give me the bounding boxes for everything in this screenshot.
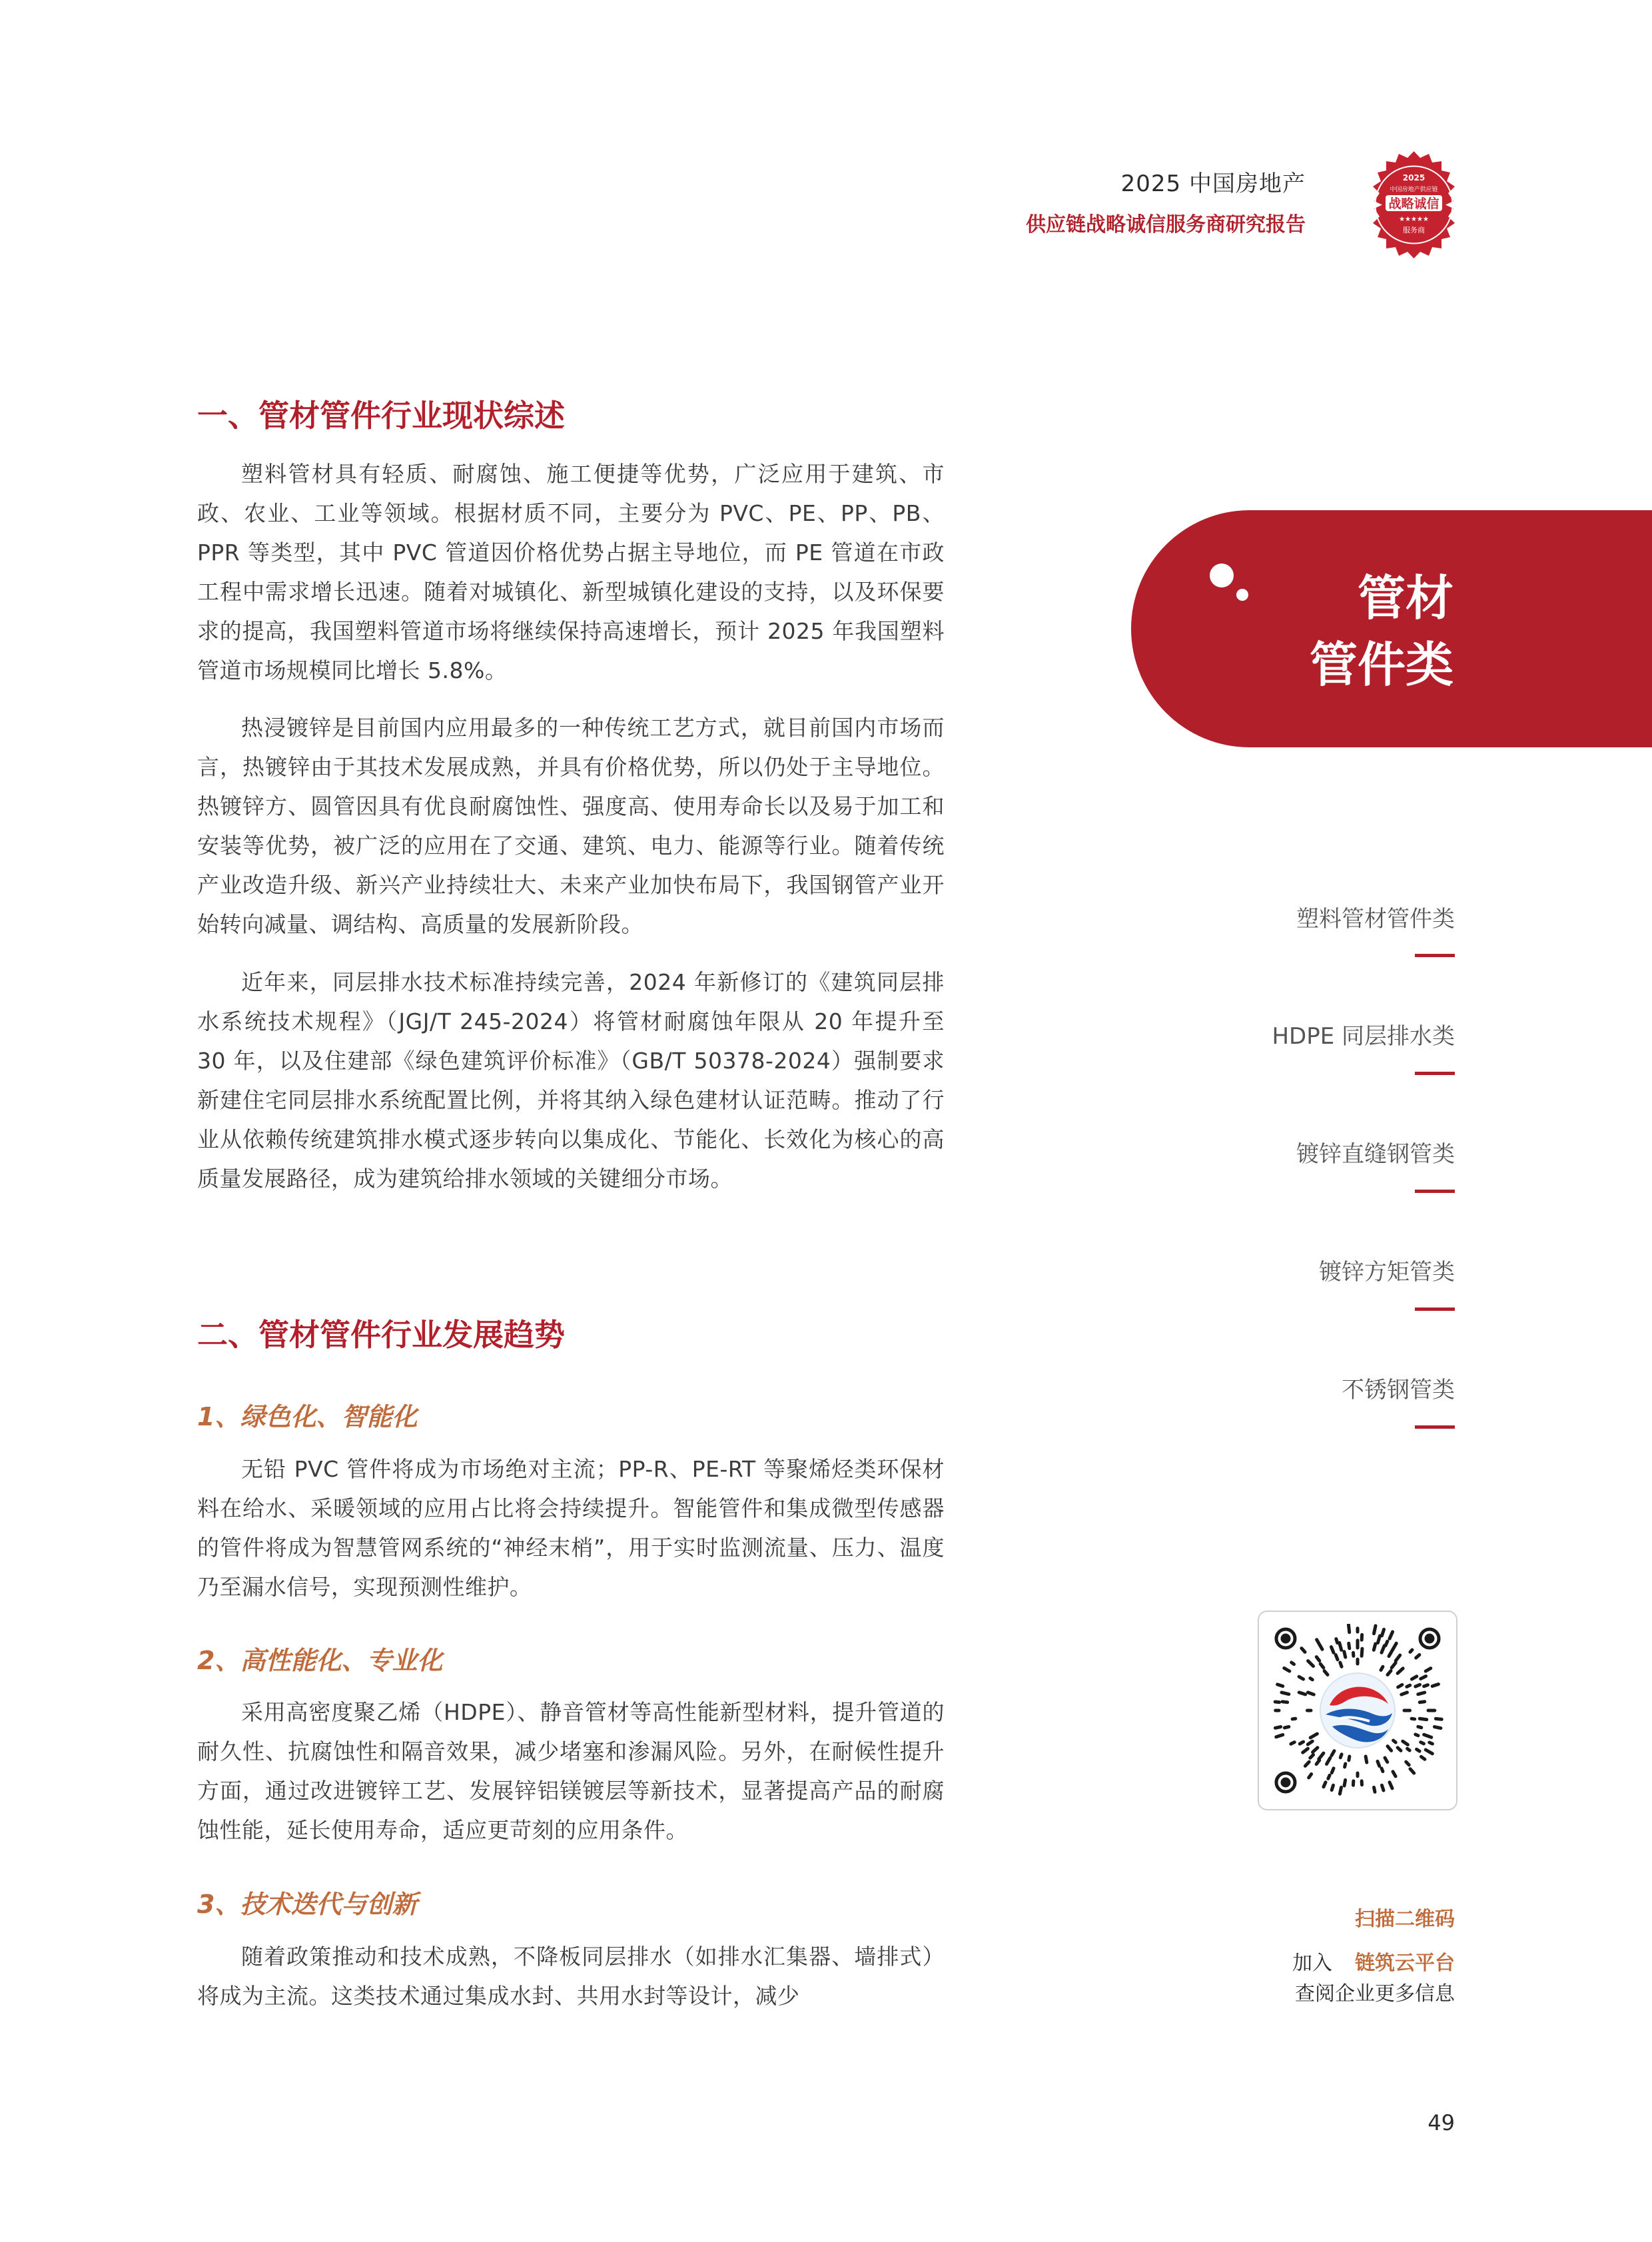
body-paragraph: 近年来，同层排水技术标准持续完善，2024 年新修订的《建筑同层排水系统技术规程》（JGJ/T 245-2024）将管材耐腐蚀年限从 20 年提升至 30 年，以及住建部《绿色建筑评价标准》（GB/T 50378-2024）强制要求新建住宅同层排水系统配置比例，并将其纳入绿色建材认证范畴。推动了行业从依赖传统建筑排水模式逐步转向以集成化、节能化、长效化为核心的高质量发展路径，成为建筑给排水领域的关键细分市场。 (197, 969, 945, 1192)
qr-module (1336, 1639, 1338, 1643)
qr-module (1382, 1629, 1384, 1636)
qr-module (1316, 1657, 1319, 1661)
join-label: 加入 (1292, 1952, 1332, 1975)
category-banner (1131, 510, 1652, 747)
qr-module (1398, 1669, 1403, 1673)
qr-module (1388, 1671, 1391, 1675)
qr-module (1390, 1632, 1393, 1639)
qr-module (1340, 1787, 1341, 1794)
section-heading-status: 一、管材管件行业现状综述 (197, 398, 565, 434)
qr-module (1418, 1726, 1422, 1727)
qr-module (1421, 1677, 1426, 1679)
qr-module (1310, 1734, 1317, 1738)
qr-module (1417, 1749, 1420, 1751)
qr-module (1407, 1685, 1410, 1686)
qr-module (1340, 1643, 1342, 1650)
qr-module (1308, 1661, 1314, 1667)
qr-module (1313, 1748, 1318, 1752)
qr-module (1421, 1742, 1424, 1744)
qr-module (1416, 1684, 1420, 1686)
qr-module (1282, 1692, 1289, 1694)
qr-module (1398, 1684, 1402, 1687)
body-paragraph: 随着政策推动和技术成熟，不降板同层排水（如排水汇集器、墙排式）将成为主流。这类技术通过集成水封、共用水封等设计，减少 (197, 1944, 945, 2009)
qr-module (1275, 1727, 1280, 1728)
mini-program-qr-code[interactable] (1258, 1611, 1457, 1810)
qr-module (1385, 1758, 1388, 1762)
svg-text:战略诚信: 战略诚信 (1388, 196, 1440, 211)
qr-module (1305, 1762, 1309, 1766)
body-paragraph: 热浸镀锌是目前国内应用最多的一种传统工艺方式，就目前国内市场而言，热镀锌由于其技术发展成熟，并具有价格优势，所以仍处于主导地位。热镀锌方、圆管因具有优良耐腐蚀性、强度高、使用寿命长以及易于加工和安装等优势，被广泛的应用在了交通、建筑、电力、能源等行业。随着传统产业改造升级、新兴产业持续壮大、未来产业加快布局下，我国钢管产业开始转向减量、调结构、高质量的发展新阶段。 (197, 715, 945, 937)
qr-module (1308, 1692, 1314, 1694)
qr-module (1299, 1692, 1305, 1694)
qr-module (1420, 1718, 1427, 1719)
qr-module (1310, 1754, 1314, 1758)
qr-module (1300, 1742, 1303, 1744)
qr-module (1393, 1643, 1396, 1649)
qr-finder-dot (1426, 1635, 1433, 1642)
qr-module (1396, 1655, 1400, 1661)
qr-module (1421, 1756, 1424, 1759)
qr-module (1284, 1668, 1290, 1671)
qr-module (1430, 1742, 1433, 1744)
qr-module (1381, 1667, 1383, 1670)
qr-module (1292, 1718, 1296, 1719)
qr-finder-dot (1282, 1779, 1289, 1786)
qr-module (1340, 1663, 1342, 1667)
qr-module (1348, 1625, 1349, 1633)
qr-module (1388, 1746, 1392, 1751)
join-platform-line (1292, 1946, 1455, 1976)
qr-module (1317, 1640, 1318, 1643)
qr-module (1374, 1787, 1375, 1792)
qr-module (1378, 1761, 1380, 1766)
qr-module (1319, 1753, 1324, 1759)
qr-module (1331, 1647, 1334, 1653)
body-paragraph: 采用高密度聚乙烯（HDPE）、静音管材等高性能新型材料，提升管道的耐久性、抗腐蚀性和隔音效果，减少堵塞和渗漏风险。另外，在耐候性提升方面，通过改进镀锌工艺、发展锌铝镁镀层等新技术，显著提高产品的耐腐蚀性能，延长使用寿命，适应更苛刻的应用条件。 (197, 1699, 945, 1843)
qr-module (1310, 1679, 1312, 1680)
qr-module (1349, 1756, 1350, 1760)
qr-module (1436, 1718, 1442, 1719)
qr-module (1424, 1734, 1432, 1737)
qr-module (1412, 1677, 1416, 1679)
qr-module (1374, 1626, 1376, 1634)
qr-module (1398, 1748, 1401, 1750)
qr-module (1324, 1782, 1326, 1787)
report-subtitle: 供应链战略诚信服务商研究报告 (1026, 213, 1306, 236)
category-item-plastic[interactable]: 塑料管材管件类 (1296, 906, 1455, 933)
category-item-stainless[interactable]: 不锈钢管类 (1342, 1377, 1455, 1403)
report-year-title: 2025 中国房地产 (1120, 171, 1306, 197)
qr-module (1345, 1764, 1346, 1767)
svg-text:★★★★★: ★★★★★ (1399, 216, 1429, 223)
qr-module (1410, 1650, 1412, 1652)
qr-module (1418, 1692, 1425, 1694)
qr-module (1319, 1643, 1322, 1649)
qr-module (1344, 1780, 1346, 1786)
qr-module (1292, 1663, 1294, 1665)
qr-module (1412, 1718, 1415, 1719)
category-divider (1415, 1425, 1455, 1429)
qr-module (1426, 1750, 1432, 1754)
category-divider (1415, 1072, 1455, 1075)
qr-module (1349, 1643, 1350, 1649)
qr-module (1284, 1726, 1288, 1728)
qr-module (1308, 1741, 1312, 1744)
qr-module (1366, 1756, 1367, 1762)
section-heading-trends: 二、管材管件行业发展趋势 (197, 1317, 565, 1353)
qr-module (1340, 1754, 1342, 1758)
qr-module (1309, 1774, 1312, 1777)
category-item-galvanized-straight[interactable]: 镀锌直缝钢管类 (1296, 1141, 1455, 1168)
qr-module (1302, 1649, 1305, 1653)
scan-qr-label: 扫描二维码 (1355, 1908, 1455, 1931)
decorative-dot (1236, 589, 1248, 601)
qr-module (1303, 1748, 1308, 1752)
banner-title-line1: 管材 (1357, 570, 1453, 626)
banner-title-line2: 管件类 (1309, 637, 1453, 693)
category-item-galvanized-square[interactable]: 镀锌方矩管类 (1319, 1259, 1455, 1286)
subsection-heading: 3、技术迭代与创新 (197, 1890, 418, 1919)
subsection-heading: 1、绿色化、智能化 (197, 1402, 418, 1431)
qr-module (1408, 1748, 1410, 1750)
qr-code-icon (1271, 1624, 1444, 1797)
qr-module (1299, 1677, 1304, 1679)
qr-finder-dot (1282, 1635, 1289, 1642)
body-paragraph: 无铅 PVC 管件将成为市场绝对主流；PP-R、PE-RT 等聚烯烃类环保材料在给水、采暖领域的应用占比将会持续提升。智能管件和集成微型传感器的管件将成为智慧管网系统的“神经末梢”，用于实时监测流量、压力、温度乃至漏水信号，实现预测性维护。 (197, 1456, 945, 1600)
qr-module (1278, 1684, 1283, 1686)
qr-module (1327, 1758, 1330, 1764)
qr-module (1344, 1652, 1346, 1657)
qr-module (1332, 1785, 1333, 1790)
qr-module (1374, 1644, 1375, 1650)
qr-module (1406, 1762, 1409, 1765)
category-divider (1415, 1308, 1455, 1311)
qr-module (1416, 1655, 1420, 1658)
qr-module (1432, 1684, 1438, 1686)
banner-title (1310, 565, 1453, 698)
integrity-seal-logo (1359, 150, 1469, 260)
qr-module (1393, 1772, 1396, 1776)
qr-module (1316, 1760, 1320, 1764)
qr-module (1392, 1663, 1396, 1667)
lookup-info-label: 查阅企业更多信息 (1295, 1982, 1455, 2006)
qr-module (1426, 1669, 1431, 1671)
qr-module (1328, 1775, 1330, 1778)
qr-module (1378, 1636, 1380, 1643)
qr-module (1336, 1655, 1338, 1660)
qr-module (1382, 1646, 1384, 1653)
subsection-heading: 2、高性能化、专业化 (197, 1646, 443, 1675)
qr-module (1410, 1769, 1414, 1773)
category-item-hdpe[interactable]: HDPE 同层排水类 (1272, 1023, 1455, 1050)
body-paragraph: 塑料管材具有轻质、耐腐蚀、施工便捷等优势，广泛应用于建筑、市政、农业、工业等领域。根据材质不同，主要分为 PVC、PE、PP、PB、PPR 等类型，其中 PVC 管道因价格优势占据主导地位，而 PE 管道在市政工程中需求增长迅速。随着对城镇化、新型城镇化建设的支持，以及环保要求的提高，我国塑料管道市场将继续保持高速增长，预计 2025 年我国塑料管道市场规模同比增长 5.8%。 (197, 461, 945, 683)
qr-module (1424, 1685, 1428, 1686)
svg-text:中国房地产供应链: 中国房地产供应链 (1390, 187, 1438, 193)
platform-name: 链筑云平台 (1355, 1952, 1455, 1975)
qr-module (1382, 1785, 1384, 1790)
qr-module (1390, 1782, 1392, 1788)
qr-module (1416, 1734, 1418, 1736)
qr-module (1320, 1664, 1324, 1668)
category-divider (1415, 954, 1455, 957)
qr-module (1402, 1692, 1408, 1694)
qr-module (1276, 1734, 1283, 1736)
qr-module (1291, 1742, 1294, 1744)
qr-module (1332, 1751, 1334, 1756)
svg-text:2025: 2025 (1402, 173, 1426, 183)
qr-module (1386, 1641, 1388, 1645)
qr-module (1434, 1727, 1440, 1728)
qr-module (1403, 1741, 1408, 1744)
qr-module (1382, 1768, 1383, 1772)
qr-module (1332, 1768, 1334, 1773)
svg-text:服务商: 服务商 (1403, 226, 1425, 234)
decorative-dot (1210, 563, 1234, 587)
category-divider (1415, 1190, 1455, 1193)
qr-module (1394, 1740, 1396, 1742)
qr-module (1324, 1671, 1328, 1675)
page-number: 49 (1428, 2110, 1455, 2135)
